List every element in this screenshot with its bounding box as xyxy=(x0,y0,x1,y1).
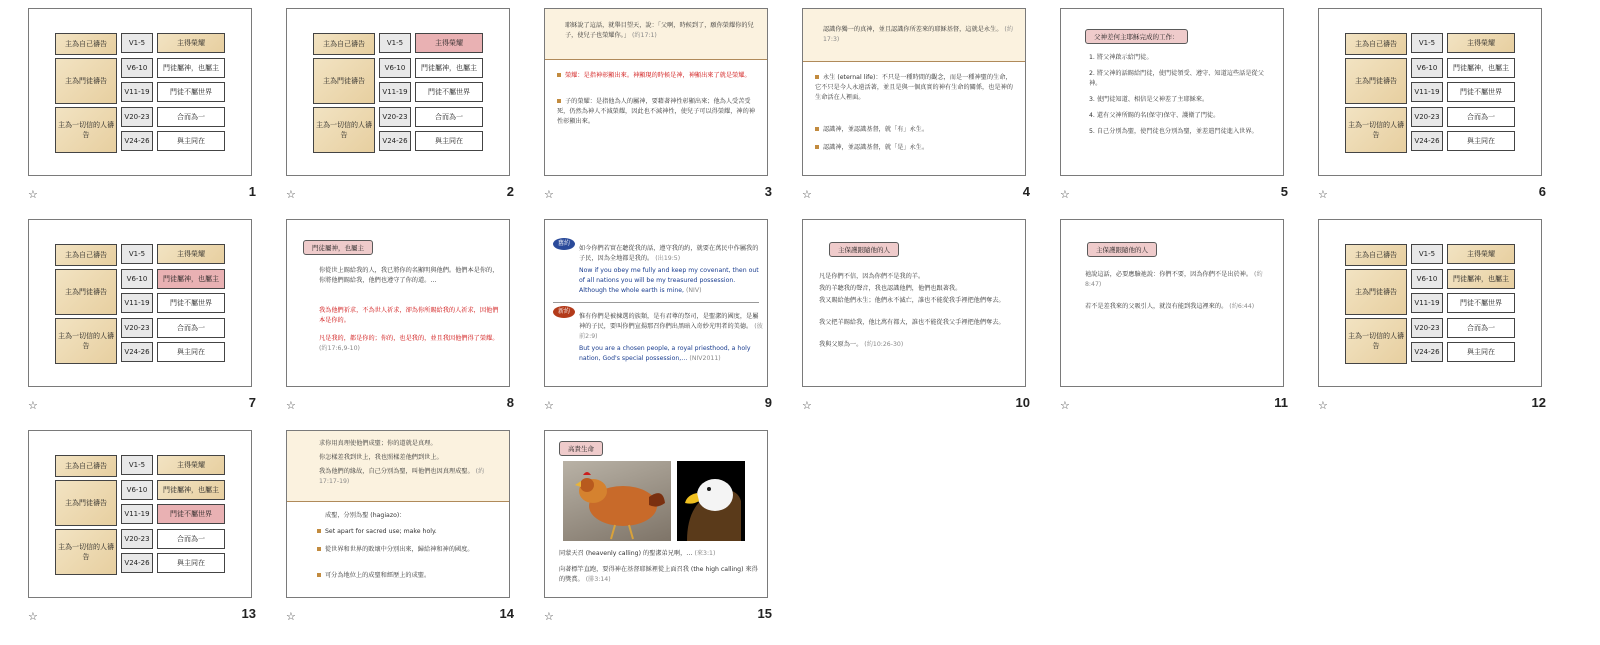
verse-3: V11-19 xyxy=(121,504,153,524)
slide-thumbnail-14[interactable] xyxy=(286,430,544,642)
verse-2: V6-10 xyxy=(1411,58,1443,78)
label-disciples: 主為門徒禱告 xyxy=(55,269,117,315)
result-1-highlight: 主得榮耀 xyxy=(415,33,483,53)
line-2: 我的羊聽我的聲音，我也認識他們，他們也跟著我。 xyxy=(819,285,962,292)
result-3: 門徒不屬世界 xyxy=(1447,293,1515,313)
label-disciples: 主為門徒禱告 xyxy=(313,58,375,104)
star-icon[interactable]: ☆ xyxy=(544,188,554,201)
slide-thumbnail-12[interactable] xyxy=(1318,219,1576,431)
star-icon[interactable]: ☆ xyxy=(28,610,38,623)
verse-2: V6-10 xyxy=(1411,269,1443,289)
result-5: 與主同在 xyxy=(415,131,483,151)
slide-number: 9 xyxy=(764,395,772,410)
verse-1: V1-5 xyxy=(379,33,411,53)
verse-ot-en: Now if you obey me fully and keep my covenant, then out of all nations you will be my treasured possession. Although the whole earth is mine, (NIV) xyxy=(579,267,759,294)
result-1: 主得榮耀 xyxy=(157,33,225,53)
line-5: 我與父原為一。 (約10:26-30) xyxy=(819,341,904,348)
label-disciples: 主為門徒禱告 xyxy=(55,58,117,104)
result-2: 門徒屬神，也屬主 xyxy=(415,58,483,78)
heading-pill: 高貴生命 xyxy=(559,441,603,456)
star-icon[interactable]: ☆ xyxy=(28,188,38,201)
slide-7-canvas xyxy=(28,219,252,387)
slide-13-canvas xyxy=(28,430,252,598)
slide-9-canvas xyxy=(544,219,768,387)
verse-3: V11-19 xyxy=(1411,293,1443,313)
label-all: 主為一切信的人禱告 xyxy=(55,107,117,153)
slide-2-canvas xyxy=(286,8,510,176)
verse-3: V11-19 xyxy=(121,293,153,313)
result-4: 合而為一 xyxy=(1447,107,1515,127)
bullet-3: 認識神，並認識基督，就「是」永生。 xyxy=(815,143,1015,153)
result-2: 門徒屬神，也屬主 xyxy=(157,58,225,78)
bullet-1: Set apart for sacred use; make holy. xyxy=(317,527,497,537)
para-1: 你從世上賜給我的人，我已將你的名顯明與他們。他們本是你的，你將他們賜給我，他們也遵守了你的道。… xyxy=(319,267,499,284)
bullet-1: 榮耀：是指神彰顯出來。神顯現的時候是神，神顯出來了就是榮耀。 xyxy=(557,71,757,81)
verse-4: V20-23 xyxy=(121,529,153,549)
line-1: 凡是你們不信，因為你們不是我的羊。 xyxy=(819,273,925,280)
star-icon[interactable]: ☆ xyxy=(802,399,812,412)
slide-thumbnail-7[interactable] xyxy=(28,219,286,431)
verse-2: V6-10 xyxy=(121,480,153,500)
label-disciples: 主為門徒禱告 xyxy=(1345,58,1407,104)
slide-thumbnail-10[interactable] xyxy=(802,219,1060,431)
title-band: 認識你獨一的真神，並且認識你所差來的耶穌基督，這就是永生。 (約17:3) xyxy=(803,9,1025,62)
title-line-3: 我為他們的緣故，自己分別為聖，叫他們也因真理成聖。 (約17:17-19) xyxy=(319,468,485,485)
label-all: 主為一切信的人禱告 xyxy=(55,529,117,575)
slide-12-canvas xyxy=(1318,219,1542,387)
result-1: 主得榮耀 xyxy=(157,244,225,264)
star-icon[interactable]: ☆ xyxy=(286,610,296,623)
item-3: 3. 使門徒知道、相信是父神差了主耶穌來。 xyxy=(1089,96,1209,103)
label-self: 主為自己禱告 xyxy=(1345,244,1407,266)
slide-number: 6 xyxy=(1538,184,1546,199)
verse-4: V20-23 xyxy=(121,107,153,127)
item-5: 5. 自己分別為聖，使門徒也分別為聖，並差遣門徒進入世界。 xyxy=(1089,128,1258,135)
star-icon[interactable]: ☆ xyxy=(544,610,554,623)
heading-pill: 主保護跟隨他的人 xyxy=(1087,242,1157,257)
verse-4: V20-23 xyxy=(379,107,411,127)
star-icon[interactable]: ☆ xyxy=(1318,188,1328,201)
verse-2: V6-10 xyxy=(121,58,153,78)
result-4: 合而為一 xyxy=(157,318,225,338)
verse-ot-zh: 如今你們若實在聽從我的話，遵守我的約，就要在萬民中作屬我的子民，因為全地都是我的。 (出19:5) xyxy=(579,245,759,262)
verse-1: V1-5 xyxy=(121,244,153,264)
title-band xyxy=(545,9,767,60)
para-2: 若不是差我來的父吸引人，就沒有能到我這裡來的。 (約6:44) xyxy=(1085,303,1255,310)
title-line-2: 你怎樣差我到世上，我也照樣差他們到世上。 xyxy=(319,454,443,461)
label-self: 主為自己禱告 xyxy=(55,33,117,55)
result-4: 合而為一 xyxy=(1447,318,1515,338)
verse-5: V24-26 xyxy=(121,553,153,573)
slide-number: 13 xyxy=(241,606,256,621)
result-3: 門徒不屬世界 xyxy=(415,82,483,102)
slide-15-canvas xyxy=(544,430,768,598)
label-disciples: 主為門徒禱告 xyxy=(1345,269,1407,315)
para-2: 向著標竿直跑，要得神在基督耶穌裡從上面召我 (the high calling) 來得的獎賞。 (腓3:14) xyxy=(559,566,758,583)
verse-1: V1-5 xyxy=(121,33,153,53)
reference: (約17:1) xyxy=(631,32,657,39)
verse-5: V24-26 xyxy=(379,131,411,151)
verse-3: V11-19 xyxy=(1411,82,1443,102)
slide-1-canvas xyxy=(28,8,252,176)
verse-2: V6-10 xyxy=(379,58,411,78)
result-1: 主得榮耀 xyxy=(157,455,225,475)
bullet-3: 可分為地位上的成聖和經歷上的成聖。 xyxy=(317,571,497,581)
heading-pill: 主保護跟隨他的人 xyxy=(829,242,899,257)
slide-number: 2 xyxy=(506,184,514,199)
bullet-1: 永生 (eternal life)：不只是一種時間的觀念，而是一種神聖的生命，它不只是今人永遠活著，並且是與一個真實的神有生命的關係，也是神的生命活在人裡面。 xyxy=(815,74,1013,101)
eagle-image xyxy=(677,461,745,541)
bullet-2: 認識神，並認識基督，就「有」永生。 xyxy=(815,125,1015,135)
slide-4-canvas xyxy=(802,8,1026,176)
label-all: 主為一切信的人禱告 xyxy=(1345,107,1407,153)
verse-1: V1-5 xyxy=(121,455,153,475)
slide-thumbnail-6[interactable] xyxy=(1318,8,1576,220)
result-5: 與主同在 xyxy=(157,342,225,362)
label-self: 主為自己禱告 xyxy=(1345,33,1407,55)
title-text: 耶穌說了這話，就舉目望天，說：「父啊，時候到了，願你榮耀你的兒子，使兒子也榮耀你。」 xyxy=(565,22,754,39)
verse-3: V11-19 xyxy=(121,82,153,102)
slide-number: 4 xyxy=(1022,184,1030,199)
verse-1: V1-5 xyxy=(1411,244,1443,264)
slide-number: 7 xyxy=(248,395,256,410)
chicken-image xyxy=(563,461,671,541)
label-self: 主為自己禱告 xyxy=(55,244,117,266)
title-band xyxy=(287,431,509,502)
result-2-highlight: 門徒屬神，也屬主 xyxy=(157,269,225,289)
verse-4: V20-23 xyxy=(1411,318,1443,338)
bullet-2: 從世界和世界的敗壞中分別出來，歸給神和神的國度。 xyxy=(317,545,497,555)
verse-nt-en: But you are a chosen people, a royal priesthood, a holy nation, God's special possession,… (NIV2011) xyxy=(579,345,751,362)
title-text: 認識你獨一的真神，並且認識你所差來的耶穌基督，這就是永生。 xyxy=(823,26,1003,33)
slide-number: 12 xyxy=(1531,395,1546,410)
result-2: 門徒屬神，也屬主 xyxy=(1447,58,1515,78)
slide-11-canvas xyxy=(1060,219,1284,387)
result-5: 與主同在 xyxy=(1447,342,1515,362)
star-icon[interactable]: ☆ xyxy=(1060,399,1070,412)
verse-4: V20-23 xyxy=(121,318,153,338)
result-1: 主得榮耀 xyxy=(1447,244,1515,264)
star-icon[interactable]: ☆ xyxy=(286,399,296,412)
para-1: 祂說這話，必要應驗祂說：你們不要，因為你們不是出於神。 (約8:47) xyxy=(1085,271,1263,288)
label-all: 主為一切信的人禱告 xyxy=(55,318,117,364)
result-5: 與主同在 xyxy=(1447,131,1515,151)
star-icon[interactable]: ☆ xyxy=(1060,188,1070,201)
star-icon[interactable]: ☆ xyxy=(544,399,554,412)
slide-thumbnail-4[interactable] xyxy=(802,8,1060,220)
title-line-1: 求你用真理使他們成聖；你的道就是真理。 xyxy=(319,440,437,447)
result-5: 與主同在 xyxy=(157,553,225,573)
result-2: 門徒屬神，也屬主 xyxy=(1447,269,1515,289)
subheading: 成聖，分別為聖 (hagiazo)： xyxy=(325,512,406,519)
verse-5: V24-26 xyxy=(1411,131,1443,151)
slide-thumbnail-11[interactable] xyxy=(1060,219,1318,431)
result-4: 合而為一 xyxy=(157,529,225,549)
item-1: 1. 將父神啟示給門徒。 xyxy=(1089,54,1153,61)
verse-5: V24-26 xyxy=(1411,342,1443,362)
slide-number: 14 xyxy=(499,606,514,621)
slide-thumbnail-15[interactable] xyxy=(544,430,802,642)
heading-pill: 父神差何主耶穌完成的工作： xyxy=(1085,29,1188,44)
label-disciples: 主為門徒禱告 xyxy=(55,480,117,526)
verse-5: V24-26 xyxy=(121,131,153,151)
result-2: 門徒屬神，也屬主 xyxy=(157,480,225,500)
slide-number: 10 xyxy=(1015,395,1030,410)
slide-thumbnail-1[interactable] xyxy=(28,8,286,220)
heading-pill: 門徒屬神，也屬主 xyxy=(303,240,373,255)
verse-2: V6-10 xyxy=(121,269,153,289)
result-4: 合而為一 xyxy=(157,107,225,127)
slide-6-canvas xyxy=(1318,8,1542,176)
bullet-2: 子的榮耀：是指他為人的屬神，要藉著神性彰顯出來；他為人受苦受死，仍然為神人不減榮耀，因此也不減神性，使兒子可以得榮耀，神的神性彰顯出來。 xyxy=(557,98,755,125)
verse-3: V11-19 xyxy=(379,82,411,102)
label-self: 主為自己禱告 xyxy=(313,33,375,55)
result-3: 門徒不屬世界 xyxy=(157,293,225,313)
slide-8-canvas xyxy=(286,219,510,387)
verse-1: V1-5 xyxy=(1411,33,1443,53)
label-self: 主為自己禱告 xyxy=(55,455,117,477)
label-all: 主為一切信的人禱告 xyxy=(313,107,375,153)
line-4: 我父把羊賜給我，他比萬有都大，誰也不能從我父手裡把他們奪去。 xyxy=(819,319,1005,326)
slide-thumbnail-9[interactable] xyxy=(544,219,802,431)
para-1: 同蒙天召 (heavenly calling) 的聖潔弟兄啊，… (來3:1) xyxy=(559,550,716,557)
slide-number: 8 xyxy=(506,395,514,410)
slide-number: 11 xyxy=(1274,395,1288,410)
slide-thumbnail-2[interactable] xyxy=(286,8,544,220)
slide-14-canvas xyxy=(286,430,510,598)
para-3: 凡是我的，都是你的；你的，也是我的，並且我因他們得了榮耀。 (約17:6,9-10) xyxy=(319,335,499,352)
slide-number: 15 xyxy=(757,606,772,621)
result-4: 合而為一 xyxy=(415,107,483,127)
slide-number: 1 xyxy=(248,184,256,199)
verse-nt-zh: 惟有你們是被揀選的族類，是有君尊的祭司，是聖潔的國度，是屬神的子民，要叫你們宣揚那召你們出黑暗入奇妙光明者的美德。 (彼前2:9) xyxy=(579,313,763,340)
old-testament-badge: 舊約 xyxy=(553,238,575,250)
para-2: 我為他們祈求，不為世人祈求，卻為你所賜給我的人祈求，因他們本是你的。 xyxy=(319,307,499,324)
result-3: 門徒不屬世界 xyxy=(157,82,225,102)
label-all: 主為一切信的人禱告 xyxy=(1345,318,1407,364)
slide-thumbnail-13[interactable] xyxy=(28,430,286,642)
verse-5: V24-26 xyxy=(121,342,153,362)
slide-thumbnail-8[interactable] xyxy=(286,219,544,431)
star-icon[interactable]: ☆ xyxy=(802,188,812,201)
line-3: 我又賜給他們永生；他們永不滅亡，誰也不能從我手裡把他們奪去。 xyxy=(819,297,1005,304)
result-1: 主得榮耀 xyxy=(1447,33,1515,53)
slide-number: 3 xyxy=(764,184,772,199)
slide-number: 5 xyxy=(1280,184,1288,199)
slide-thumbnail-5[interactable] xyxy=(1060,8,1318,220)
result-3: 門徒不屬世界 xyxy=(1447,82,1515,102)
slide-10-canvas xyxy=(802,219,1026,387)
item-4: 4. 還有父神所賜的名(保守)保守、護衛了門徒。 xyxy=(1089,112,1220,119)
new-testament-badge: 新約 xyxy=(553,306,575,318)
result-3-highlight: 門徒不屬世界 xyxy=(157,504,225,524)
slide-5-canvas xyxy=(1060,8,1284,176)
item-2: 2. 將父神的話賜給門徒，使門徒領受、遵守、知道這些話是從父神。 xyxy=(1089,70,1264,87)
result-5: 與主同在 xyxy=(157,131,225,151)
star-icon[interactable]: ☆ xyxy=(1318,399,1328,412)
star-icon[interactable]: ☆ xyxy=(286,188,296,201)
slide-3-canvas xyxy=(544,8,768,176)
slide-thumbnail-3[interactable] xyxy=(544,8,802,220)
star-icon[interactable]: ☆ xyxy=(28,399,38,412)
verse-4: V20-23 xyxy=(1411,107,1443,127)
